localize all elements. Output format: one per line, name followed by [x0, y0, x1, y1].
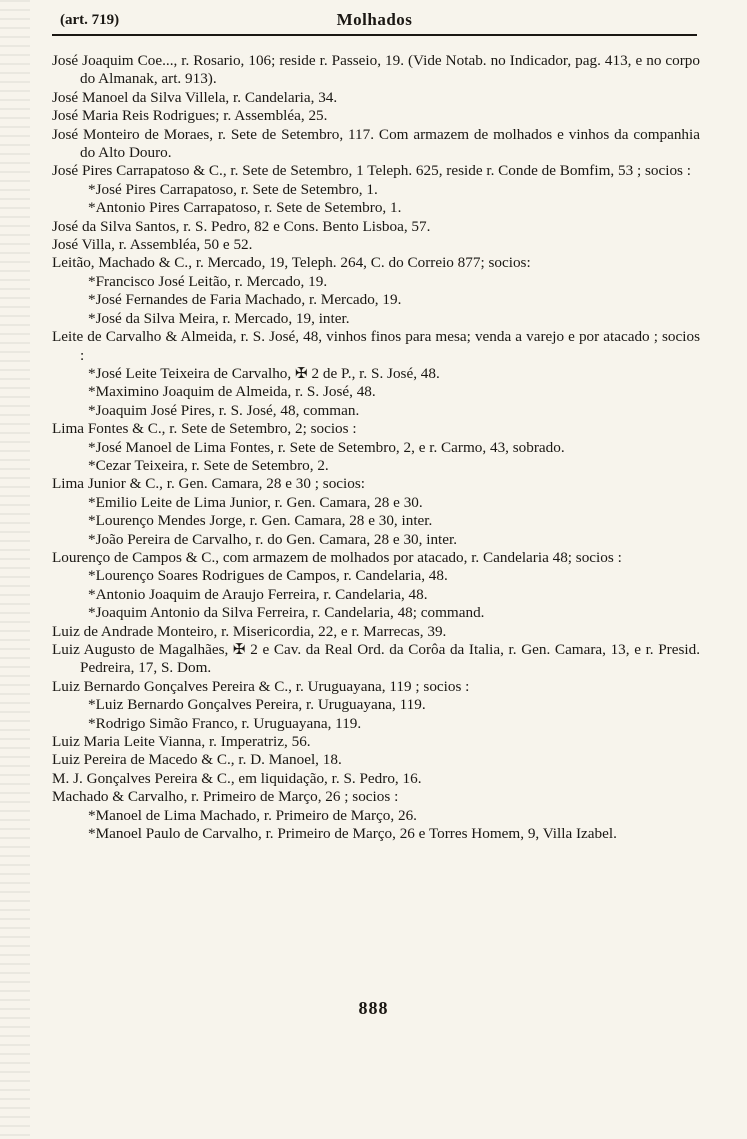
partner-entry: *José Manoel de Lima Fontes, r. Sete de Setembro, 2, e r. Carmo, 43, sobrado. [88, 438, 565, 456]
partner-entry: *José da Silva Meira, r. Mercado, 19, inter. [88, 309, 350, 327]
firm-entry: Leite de Carvalho & Almeida, r. S. José, 48, vinhos finos para mesa; venda a varejo e por atacado ; socios : [52, 328, 700, 364]
firm-entry: José Manoel da Silva Villela, r. Candelaria, 34. [52, 88, 338, 106]
partner-entry: *Emilio Leite de Lima Junior, r. Gen. Camara, 28 e 30. [88, 493, 423, 511]
partner-entry: *Joaquim Antonio da Silva Ferreira, r. Candelaria, 48; command. [88, 604, 485, 622]
partner-entry: *Francisco José Leitão, r. Mercado, 19. [88, 272, 328, 290]
partner-entry: *Lourenço Mendes Jorge, r. Gen. Camara, 28 e 30, inter. [88, 512, 433, 530]
firm-entry: Luiz Maria Leite Vianna, r. Imperatriz, 56. [52, 733, 311, 751]
directory-entries [52, 52, 700, 843]
page-edge-shadow [0, 0, 30, 1139]
partner-entry: *Lourenço Soares Rodrigues de Campos, r. Candelaria, 48. [88, 567, 448, 585]
partner-entry: *Manoel Paulo de Carvalho, r. Primeiro de Março, 26 e Torres Homem, 9, Villa Izabel. [88, 825, 617, 843]
firm-entry: Luiz Pereira de Macedo & C., r. D. Manoel, 18. [52, 751, 342, 769]
firm-entry: Luiz Augusto de Magalhães, ✠ 2 e Cav. da Real Ord. da Corôa da Italia, r. Gen. Camara, 13, e r. Presid. Pedreira, 17, S. Dom. [52, 641, 700, 677]
partner-entry: *Cezar Teixeira, r. Sete de Setembro, 2. [88, 456, 329, 474]
firm-entry: José Villa, r. Assembléa, 50 e 52. [52, 236, 253, 254]
partner-entry: *Antonio Pires Carrapatoso, r. Sete de Setembro, 1. [88, 199, 402, 217]
firm-entry: Lima Junior & C., r. Gen. Camara, 28 e 30 ; socios: [52, 475, 365, 493]
firm-entry: Lourenço de Campos & C., com armazem de molhados por atacado, r. Candelaria 48; socios : [52, 548, 622, 566]
partner-entry: *Rodrigo Simão Franco, r. Uruguayana, 119. [88, 714, 362, 732]
firm-entry: Leitão, Machado & C., r. Mercado, 19, Teleph. 264, C. do Correio 877; socios: [52, 254, 531, 272]
firm-entry: José da Silva Santos, r. S. Pedro, 82 e Cons. Bento Lisboa, 57. [52, 217, 431, 235]
article-reference: (art. 719) [60, 12, 120, 28]
partner-entry: *João Pereira de Carvalho, r. do Gen. Camara, 28 e 30, inter. [88, 530, 458, 548]
partner-entry: *José Pires Carrapatoso, r. Sete de Setembro, 1. [88, 180, 378, 198]
firm-entry: M. J. Gonçalves Pereira & C., em liquidação, r. S. Pedro, 16. [52, 769, 422, 787]
partner-entry: *Maximino Joaquim de Almeida, r. S. José, 48. [88, 383, 376, 401]
partner-entry: *José Leite Teixeira de Carvalho, ✠ 2 de P., r. S. José, 48. [88, 364, 440, 382]
partner-entry: *Luiz Bernardo Gonçalves Pereira, r. Uruguayana, 119. [88, 696, 426, 714]
firm-entry: Luiz Bernardo Gonçalves Pereira & C., r. Uruguayana, 119 ; socios : [52, 677, 470, 695]
firm-entry: José Pires Carrapatoso & C., r. Sete de Setembro, 1 Teleph. 625, reside r. Conde de Bomfim, 53 ; socios : [52, 162, 691, 180]
firm-entry: José Maria Reis Rodrigues; r. Assembléa, 25. [52, 107, 328, 125]
partner-entry: *Joaquim José Pires, r. S. José, 48, comman. [88, 401, 360, 419]
firm-entry: Machado & Carvalho, r. Primeiro de Março, 26 ; socios : [52, 788, 399, 806]
firm-entry: Luiz de Andrade Monteiro, r. Misericordia, 22, e r. Marrecas, 39. [52, 622, 447, 640]
page-header [52, 8, 697, 36]
firm-entry: José Monteiro de Moraes, r. Sete de Setembro, 117. Com armazem de molhados e vinhos da companhia do Alto Douro. [52, 125, 700, 162]
partner-entry: *José Fernandes de Faria Machado, r. Mercado, 19. [88, 291, 402, 309]
page-title: Molhados [336, 10, 413, 29]
firm-entry: José Joaquim Coe..., r. Rosario, 106; reside r. Passeio, 19. (Vide Notab. no Indicador, pag. 413, e no corpo do Almanak, art. 913). [52, 52, 700, 88]
partner-entry: *Antonio Joaquim de Araujo Ferreira, r. Candelaria, 48. [88, 585, 428, 603]
partner-entry: *Manoel de Lima Machado, r. Primeiro de Março, 26. [88, 806, 417, 824]
firm-entry: Lima Fontes & C., r. Sete de Setembro, 2; socios : [52, 420, 357, 438]
page-number: 888 [358, 998, 389, 1018]
